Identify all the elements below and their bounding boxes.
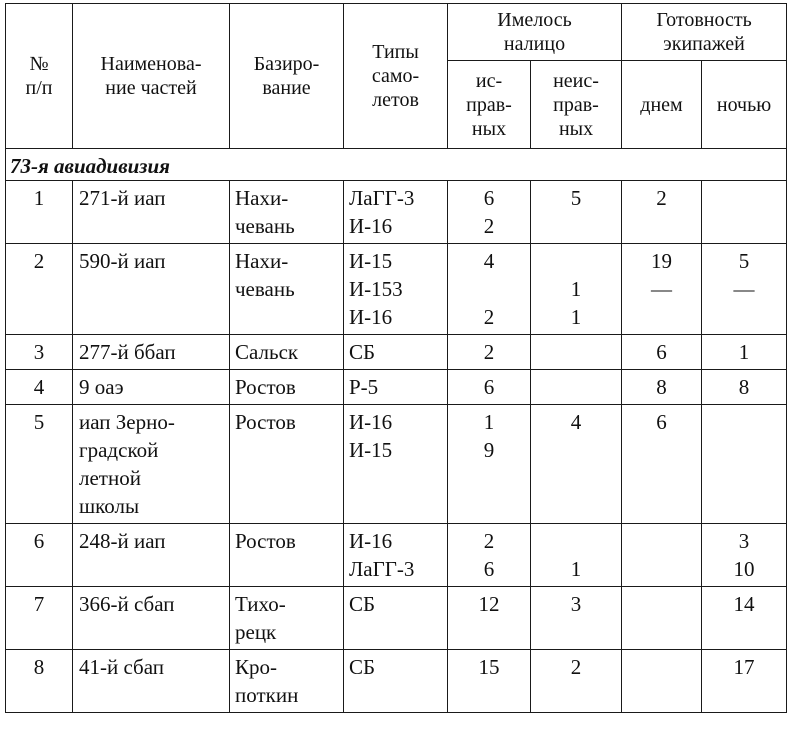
- cell-line: [622, 590, 701, 618]
- cell-line: чевань: [235, 277, 295, 301]
- cell-line: 17: [733, 655, 755, 679]
- cell-line: И-16: [349, 529, 393, 553]
- cell-serviceable: [448, 524, 531, 587]
- cell-line: [702, 212, 786, 240]
- cell-ready-day: [622, 650, 702, 713]
- cell-line: 6: [656, 410, 667, 434]
- cell-line: [622, 527, 701, 555]
- cell-ready-day: [622, 370, 702, 405]
- cell-aircraft-type: [344, 335, 448, 370]
- cell-line: 6: [656, 340, 667, 364]
- cell-line: Ростов: [235, 375, 296, 399]
- table-row: [6, 370, 787, 405]
- cell-ready-day: [622, 335, 702, 370]
- cell-basing: [230, 587, 344, 650]
- cell-line: [531, 338, 621, 366]
- cell-ready-night: [702, 335, 787, 370]
- cell-line: 2: [483, 529, 495, 553]
- cell-line: 9: [483, 438, 495, 462]
- table-row: [6, 405, 787, 524]
- cell-serviceable: [448, 370, 531, 405]
- header-crew-readiness: Готовность экипажей: [622, 4, 787, 61]
- cell-unserviceable: [531, 370, 622, 405]
- cell-line: [531, 373, 621, 401]
- cell-line: [702, 184, 786, 212]
- cell-line: 3: [738, 529, 750, 553]
- cell-line: [622, 653, 701, 681]
- cell-ready-day: [622, 587, 702, 650]
- cell-line: 19: [651, 249, 673, 273]
- cell-serviceable: [448, 244, 531, 335]
- header-serviceable: ис- прав- ных: [448, 61, 531, 149]
- cell-unserviceable: [531, 181, 622, 244]
- cell-unit-name: [73, 650, 230, 713]
- cell-line: 1: [738, 340, 750, 364]
- cell-line: [622, 212, 701, 240]
- cell-line: Тихо-: [235, 592, 286, 616]
- cell-line: 2: [656, 186, 667, 210]
- cell-line: 15: [478, 655, 500, 679]
- cell-line: 1: [483, 410, 495, 434]
- cell-num: [6, 181, 73, 244]
- cell-unserviceable: [531, 244, 622, 335]
- cell-line: И-153: [349, 277, 403, 301]
- cell-unit-name: [73, 524, 230, 587]
- table-row: [6, 181, 787, 244]
- header-day: днем: [622, 61, 702, 149]
- cell-aircraft-type: [344, 650, 448, 713]
- cell-line: 3: [570, 592, 582, 616]
- cell-serviceable: [448, 405, 531, 524]
- cell-line: школы: [79, 494, 140, 518]
- cell-serviceable: [448, 587, 531, 650]
- header-night: ночью: [702, 61, 787, 149]
- cell-ready-day: [622, 405, 702, 524]
- cell-line: ЛаГГ-3: [349, 186, 415, 210]
- cell-aircraft-type: [344, 524, 448, 587]
- cell-line: 5: [33, 410, 45, 434]
- cell-ready-night: [702, 650, 787, 713]
- cell-basing: [230, 335, 344, 370]
- cell-line: И-16: [349, 305, 393, 329]
- header-num: № п/п: [6, 4, 73, 149]
- cell-line: 9 оаэ: [79, 375, 124, 399]
- header-aircraft-types: Типы само- летов: [344, 4, 448, 149]
- cell-line: —: [733, 277, 755, 301]
- header-unserviceable: неис- прав- ных: [531, 61, 622, 149]
- cell-line: 271-й иап: [79, 186, 166, 210]
- cell-line: [622, 555, 701, 583]
- cell-ready-night: [702, 244, 787, 335]
- cell-ready-night: [702, 587, 787, 650]
- cell-serviceable: [448, 181, 531, 244]
- cell-unit-name: [73, 181, 230, 244]
- cell-line: [531, 212, 621, 240]
- cell-line: 2: [483, 305, 495, 329]
- cell-num: [6, 370, 73, 405]
- table-row: [6, 335, 787, 370]
- cell-line: [702, 303, 786, 331]
- cell-line: 5: [738, 249, 750, 273]
- cell-num: [6, 335, 73, 370]
- cell-line: И-15: [349, 249, 393, 273]
- cell-ready-night: [702, 524, 787, 587]
- cell-line: 248-й иап: [79, 529, 166, 553]
- table-row: [6, 244, 787, 335]
- cell-line: Нахи-: [235, 186, 289, 210]
- cell-unserviceable: [531, 650, 622, 713]
- cell-ready-day: [622, 244, 702, 335]
- cell-line: иап Зерно-: [79, 410, 175, 434]
- cell-line: [622, 303, 701, 331]
- cell-line: 8: [738, 375, 750, 399]
- cell-line: 6: [483, 557, 495, 581]
- table-row: [6, 524, 787, 587]
- cell-num: [6, 405, 73, 524]
- cell-line: [531, 527, 621, 555]
- cell-basing: [230, 650, 344, 713]
- cell-ready-night: [702, 370, 787, 405]
- cell-line: 7: [33, 592, 45, 616]
- cell-aircraft-type: [344, 244, 448, 335]
- cell-line: И-16: [349, 410, 393, 434]
- cell-line: [448, 275, 530, 303]
- cell-line: 6: [483, 375, 495, 399]
- cell-line: 277-й ббап: [79, 340, 176, 364]
- cell-basing: [230, 524, 344, 587]
- cell-line: —: [651, 277, 673, 301]
- cell-unit-name: [73, 335, 230, 370]
- cell-ready-day: [622, 181, 702, 244]
- section-title: 73-я авиадивизия: [6, 149, 787, 181]
- cell-num: [6, 587, 73, 650]
- cell-unit-name: [73, 244, 230, 335]
- cell-unit-name: [73, 405, 230, 524]
- cell-unserviceable: [531, 587, 622, 650]
- cell-num: [6, 524, 73, 587]
- cell-serviceable: [448, 335, 531, 370]
- cell-line: 1: [33, 186, 45, 210]
- cell-line: 2: [483, 214, 495, 238]
- cell-line: СБ: [349, 592, 376, 616]
- cell-line: 41-й сбап: [79, 655, 165, 679]
- cell-line: 4: [483, 249, 495, 273]
- cell-line: Ростов: [235, 529, 296, 553]
- cell-basing: [230, 181, 344, 244]
- cell-line: [531, 247, 621, 275]
- cell-line: 6: [33, 529, 45, 553]
- cell-line: 2: [570, 655, 582, 679]
- cell-aircraft-type: [344, 181, 448, 244]
- cell-aircraft-type: [344, 587, 448, 650]
- cell-line: Кро-: [235, 655, 277, 679]
- cell-basing: [230, 244, 344, 335]
- cell-line: 366-й сбап: [79, 592, 175, 616]
- cell-aircraft-type: [344, 370, 448, 405]
- cell-line: 14: [733, 592, 755, 616]
- cell-line: 4: [570, 410, 582, 434]
- cell-unserviceable: [531, 405, 622, 524]
- cell-line: И-16: [349, 214, 393, 238]
- cell-line: ЛаГГ-3: [349, 557, 415, 581]
- header-basing: Базиро- вание: [230, 4, 344, 149]
- cell-line: Нахи-: [235, 249, 289, 273]
- table-row: [6, 587, 787, 650]
- cell-line: 5: [570, 186, 582, 210]
- cell-line: 4: [33, 375, 45, 399]
- cell-line: Сальск: [235, 340, 299, 364]
- cell-line: 10: [733, 557, 755, 581]
- cell-ready-day: [622, 524, 702, 587]
- cell-serviceable: [448, 650, 531, 713]
- cell-num: [6, 244, 73, 335]
- cell-num: [6, 650, 73, 713]
- cell-line: И-15: [349, 438, 393, 462]
- cell-line: 8: [656, 375, 667, 399]
- cell-line: Р-5: [349, 375, 379, 399]
- cell-line: СБ: [349, 655, 376, 679]
- cell-basing: [230, 405, 344, 524]
- cell-unserviceable: [531, 524, 622, 587]
- cell-aircraft-type: [344, 405, 448, 524]
- cell-line: 1: [570, 557, 582, 581]
- cell-line: 2: [483, 340, 495, 364]
- header-available: Имелось налицо: [448, 4, 622, 61]
- cell-unserviceable: [531, 335, 622, 370]
- cell-line: 590-й иап: [79, 249, 166, 273]
- cell-line: 1: [570, 305, 582, 329]
- cell-line: [702, 408, 786, 436]
- table-row: [6, 650, 787, 713]
- cell-line: СБ: [349, 340, 376, 364]
- cell-line: 2: [33, 249, 45, 273]
- header-unit-name: Наименова- ние частей: [73, 4, 230, 149]
- cell-line: 6: [483, 186, 495, 210]
- cell-line: Ростов: [235, 410, 296, 434]
- aviation-units-table: [5, 3, 787, 713]
- cell-line: градской: [79, 438, 159, 462]
- cell-line: чевань: [235, 214, 295, 238]
- cell-unit-name: [73, 370, 230, 405]
- cell-line: [702, 436, 786, 464]
- cell-ready-night: [702, 405, 787, 524]
- cell-line: 12: [478, 592, 500, 616]
- cell-line: летной: [79, 466, 141, 490]
- cell-basing: [230, 370, 344, 405]
- cell-line: рецк: [235, 620, 277, 644]
- cell-line: 1: [570, 277, 582, 301]
- cell-unit-name: [73, 587, 230, 650]
- cell-line: поткин: [235, 683, 299, 707]
- cell-line: 8: [33, 655, 45, 679]
- cell-ready-night: [702, 181, 787, 244]
- cell-line: [622, 436, 701, 464]
- cell-line: 3: [33, 340, 45, 364]
- cell-line: [531, 436, 621, 464]
